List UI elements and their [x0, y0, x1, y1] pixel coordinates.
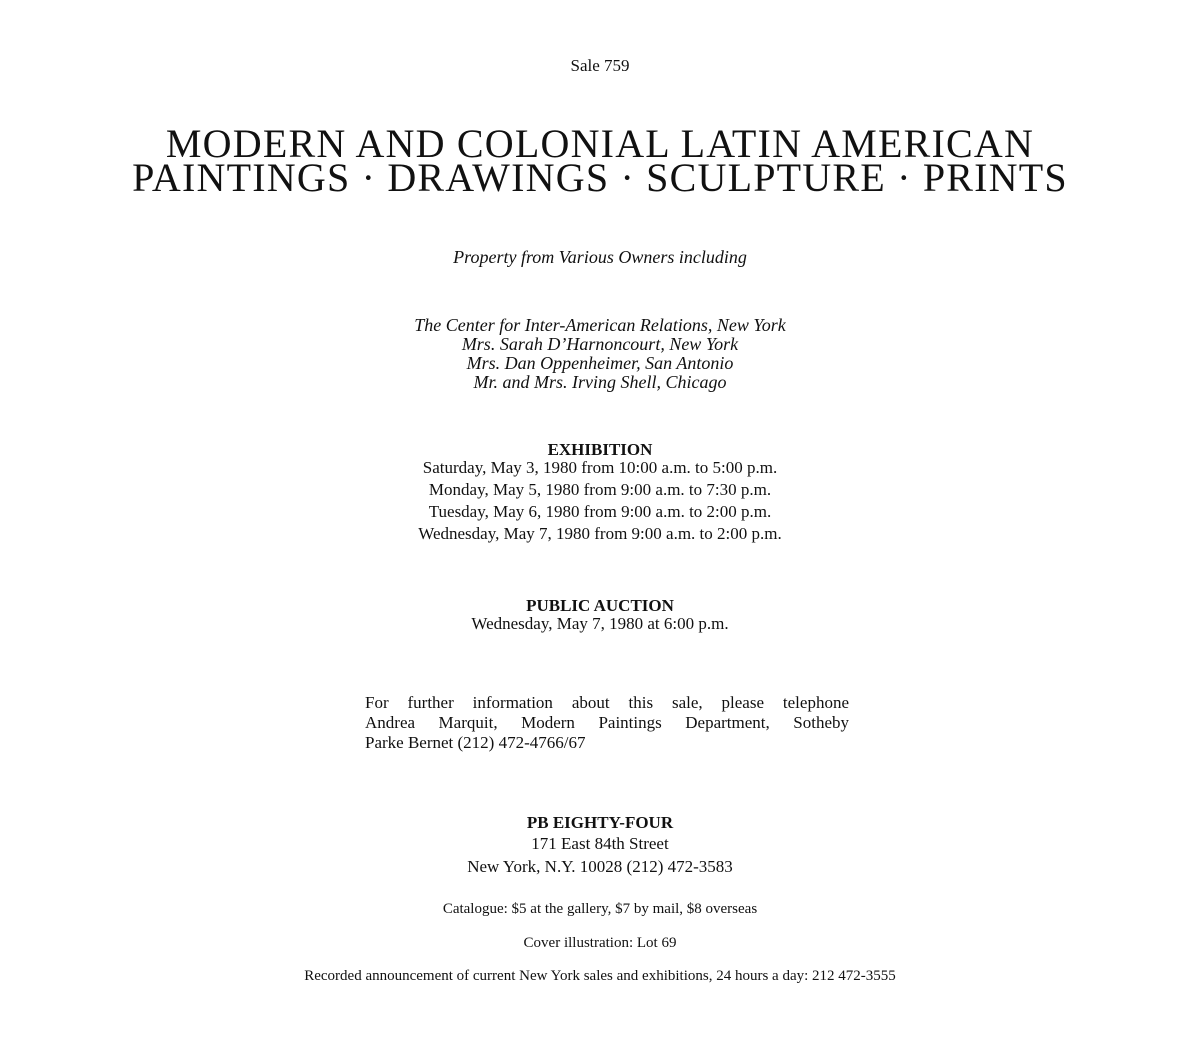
owner-line: Mrs. Sarah D’Harnoncourt, New York	[461, 334, 739, 354]
exhibition-date: Tuesday, May 6, 1980 from 9:00 a.m. to 2:00 p.m.	[428, 502, 772, 521]
exhibition-date: Monday, May 5, 1980 from 9:00 a.m. to 7:30 p.m.	[428, 480, 772, 499]
owner-line: Mr. and Mrs. Irving Shell, Chicago	[473, 372, 727, 392]
exhibition-date: Wednesday, May 7, 1980 from 9:00 a.m. to 2:00 p.m.	[418, 524, 782, 543]
title-line-1: MODERN AND COLONIAL LATIN AMERICAN	[165, 121, 1035, 166]
contact-line: For further information about this sale, please telephone	[365, 693, 849, 712]
exhibition-date: Saturday, May 3, 1980 from 10:00 a.m. to 5:00 p.m.	[422, 458, 778, 477]
venue-city-phone: New York, N.Y. 10028 (212) 472-3583	[467, 857, 733, 876]
recorded-announcement: Recorded announcement of current New York sales and exhibitions, 24 hours a day: 212 472-3555	[304, 968, 896, 984]
contact-line: Andrea Marquit, Modern Paintings Department, Sotheby	[365, 713, 849, 732]
owner-line: Mrs. Dan Oppenheimer, San Antonio	[466, 353, 734, 373]
contact-info	[365, 693, 849, 753]
catalogue-price: Catalogue: $5 at the gallery, $7 by mail, $8 overseas	[442, 901, 758, 917]
property-intro: Property from Various Owners including	[453, 247, 747, 267]
owner-line: The Center for Inter-American Relations, New York	[414, 315, 786, 335]
auction-heading: PUBLIC AUCTION	[526, 596, 674, 615]
sale-number: Sale 759	[570, 56, 630, 75]
venue-name: PB EIGHTY-FOUR	[526, 813, 674, 832]
cover-illustration: Cover illustration: Lot 69	[523, 935, 677, 951]
title-line-2: PAINTINGS · DRAWINGS · SCULPTURE · PRINTS	[132, 155, 1068, 200]
auction-date: Wednesday, May 7, 1980 at 6:00 p.m.	[471, 614, 729, 633]
venue-street: 171 East 84th Street	[531, 834, 669, 853]
exhibition-heading: EXHIBITION	[547, 440, 653, 459]
contact-line: Parke Bernet (212) 472-4766/67	[365, 733, 586, 752]
